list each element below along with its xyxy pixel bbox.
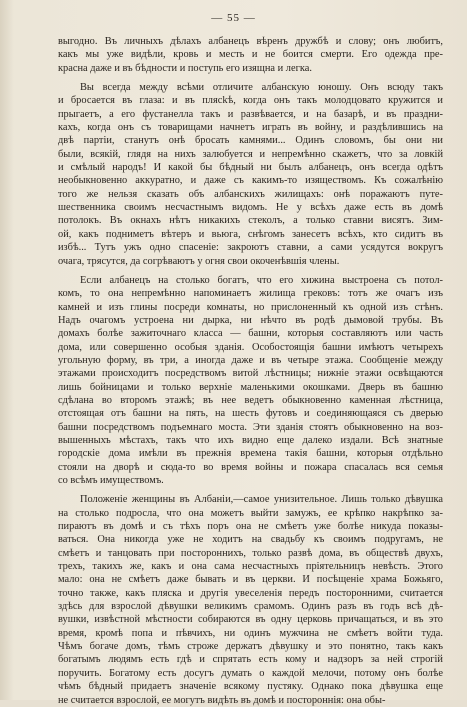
- text-line: отстоящая отъ башни на пять, на шесть футовъ и соединяющаяся съ дверью: [58, 408, 443, 420]
- text-line: очага, трясутся, да согрѣваютъ у огня свои окоченѣвшія члены.: [58, 255, 340, 267]
- text-line: со всѣмъ имуществомъ.: [58, 475, 164, 486]
- text-line: Положеніе женщины въ Албаніи,—самое унизительное. Лишь только дѣвушка: [80, 494, 443, 506]
- text-line: вушки, извѣстной мѣстности собираются въ одну церковь причащаться, и въ это: [58, 614, 443, 626]
- text-line: время, кромѣ попа и пѣвчихъ, ни одинъ мужчина не смѣетъ войти туда.: [58, 627, 443, 639]
- text-line: башни посредствомъ подъемнаго моста. Эти зданія стоятъ обыкновенно на воз-: [58, 421, 443, 433]
- text-line: богатымъ людямъ есть гдѣ и спрятать есть кому и надзоръ за ней строгій: [58, 654, 443, 666]
- text-line: шественника своимъ несчастнымъ видомъ. Не у всѣхъ даже есть въ домѣ: [58, 202, 443, 214]
- text-line: были, всякій, глядя на нихъ залюбуется и непремѣнно скажетъ, что за ловкій: [58, 148, 443, 160]
- text-line: пираютъ въ домѣ и съ тѣхъ поръ она не смѣетъ уже болѣе никуда показы-: [58, 521, 443, 533]
- text-line: стояли на дворѣ и сюда-то во время войны и пожара спасалась вся семья: [58, 461, 443, 473]
- text-line: лишь бойницами и только верхніе маленькими окошками. Дверь въ башню: [58, 381, 443, 393]
- text-line: прыгаетъ, а его фустанелла такъ и развѣвается, и на базарѣ, и въ праздни-: [58, 108, 443, 120]
- text-line: поручить. Богатому есть досугъ думать о каждой мелочи, потому онъ болѣе: [58, 667, 443, 679]
- text-line: того же нельзя сказать объ албанскихъ жилищахъ: онѣ поражаютъ путе-: [58, 188, 443, 200]
- text-line: Надъ очагомъ устроена ни дырка, ни нѣчто въ родѣ дымовой трубы. Въ: [58, 314, 443, 326]
- text-line: Вы всегда между всѣми отличите албанскую юношу. Онъ всюду такъ: [80, 82, 443, 94]
- text-line: мало: она не смѣетъ даже бывать и въ церкви. И посѣщеніе храма Божьяго,: [58, 574, 443, 586]
- text-line: потолокъ. Въ окнахъ нѣтъ никакихъ стеколъ, а только ставни висятъ. Зим-: [58, 215, 443, 227]
- text-line: камней и изъ глины посреди комнаты, но прислоненный къ одной изъ стѣнъ.: [58, 301, 443, 313]
- text-line: выгодно. Въ личныхъ дѣлахъ албанецъ вѣренъ дружбѣ и слову; онъ любитъ,: [58, 36, 443, 47]
- text-line: не считается взрослой, ее могутъ видѣть въ домѣ и постороннія: она обы-: [58, 694, 386, 706]
- text-line: Если албанецъ на столько богатъ, что его хижина выстроена съ потол-: [80, 274, 443, 286]
- text-line: комъ, то она непремѣнно напоминаетъ жилища грековъ: тотъ же очагъ изъ: [58, 288, 443, 300]
- paragraph: [58, 81, 443, 268]
- text-line: на столько подросла, что она можетъ выйти замужъ, ее крѣпко накрѣпко за-: [58, 507, 443, 519]
- text-line: избѣ... Тутъ ужъ одно спасеніе: закроютъ ставни, а сами усядутся вокругъ: [58, 242, 443, 254]
- text-line: необыкновенно аккуратно, и даже съ какимъ-то изяществомъ. Къ сожалѣнію: [58, 175, 443, 187]
- text-line: ваться. Она никогда уже не ходитъ на свадьбу къ своимъ подругамъ, не: [58, 534, 443, 546]
- text-line: сдѣлана во второмъ этажѣ; въ нее ведетъ обыкновенно каменная лѣстница,: [58, 394, 443, 406]
- text-line: домахъ болѣе зажиточнаго класса — башни, которыя составляютъ или часть: [58, 328, 443, 340]
- paragraph: [58, 274, 443, 488]
- text-line: ой, какъ подниметъ вѣтеръ и вьюга, снѣгомъ занесетъ всѣхъ, кто сидитъ въ: [58, 228, 443, 240]
- text-line: трехъ, такихъ же, какъ и она сама несчастныхъ пріятельницъ невѣсть. Этого: [58, 561, 443, 573]
- paragraph: [58, 493, 443, 707]
- text-line: дома, или совершенно особыя зданія. Особостоящія башни имѣютъ четырехъ: [58, 341, 443, 353]
- text-line: и смѣлый народъ! И какой бы бѣдный ни былъ албанецъ, онъ всегда одѣтъ: [58, 162, 443, 174]
- text-line: здѣсь для взрослой дѣвушки великимъ срамомъ. Одинъ разъ въ годъ всѣ дѣ-: [58, 601, 443, 613]
- text-line: смѣетъ и танцовать при постороннихъ, только развѣ дома, въ обществѣ двухъ,: [58, 547, 443, 559]
- text-line: вышенныхъ мѣстахъ, такъ что ихъ видно еще далеко издали. Всѣ знатные: [58, 434, 443, 446]
- text-line: этажами происходитъ посредствомъ витой лѣстницы; нижніе этажи освѣщаются: [58, 368, 443, 380]
- text-line: Чѣмъ богаче домъ, тѣмъ строже держатъ дѣвушку и это понятно, такъ какъ: [58, 641, 443, 653]
- text-line: угольную форму, въ три, а иногда даже и въ четыре этажа. Сообщеніе между: [58, 354, 443, 366]
- text-line: точно также, какъ пляска и другія увеселенія передъ посторонними, считается: [58, 587, 443, 599]
- text-line: городскіе дома имѣли въ прежнія времена такія башни, которыя отдѣльно: [58, 448, 443, 460]
- text-line: красна даже и въ бѣдности и поступь его изящна и легка.: [58, 62, 312, 74]
- text-line: и бросается въ глаза: и въ плясkѣ, когда онъ такъ молодцовато кружится и: [58, 95, 443, 107]
- paragraph: [58, 35, 443, 75]
- text-line: какъ мы уже видѣли, кровь и месть и не боится смерти. Его одежда пре-: [58, 49, 443, 61]
- body-text: [58, 35, 443, 707]
- text-line: чѣмъ бѣдный придаетъ значеніе всякому пустяку. Однако пока дѣвушка еще: [58, 681, 443, 693]
- text-line: кахъ, когда онъ съ товарищами начнетъ играть въ войну, и раздѣлившись на: [58, 122, 443, 134]
- page-number: — 55 —: [211, 12, 256, 24]
- text-line: двѣ партіи, станутъ онѣ бросать камнями... Одинъ словомъ, бы они ни: [58, 135, 443, 147]
